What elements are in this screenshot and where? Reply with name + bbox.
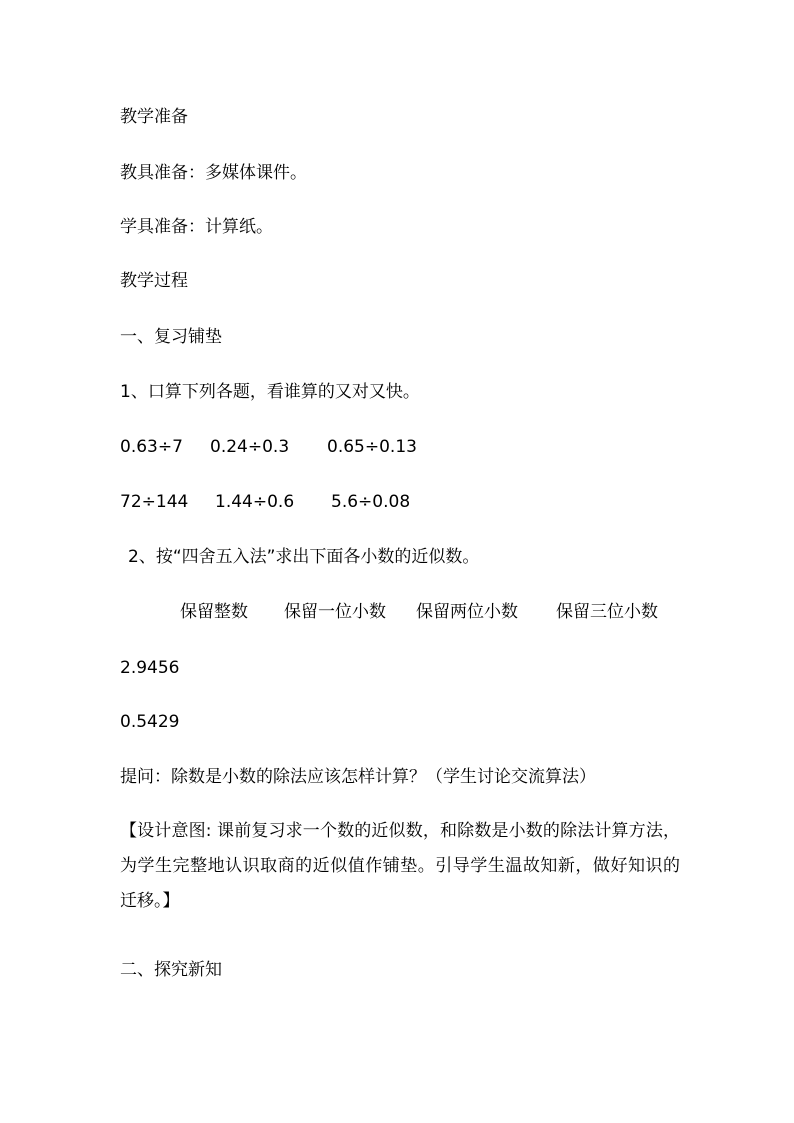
exercise-item-one: 1、口算下列各题，看谁算的又对又快。 [120, 382, 420, 402]
heading-teaching-prep: 教学准备 [120, 107, 188, 127]
round-number: 2.9456 [120, 658, 180, 678]
round-header: 保留整数 [180, 602, 248, 622]
round-number: 0.5429 [120, 712, 180, 732]
calc-expression: 1.44÷0.6 [215, 492, 295, 512]
calc-expression: 0.63÷7 [120, 437, 183, 457]
round-header: 保留三位小数 [556, 602, 658, 622]
round-header: 保留一位小数 [284, 602, 386, 622]
heading-part-two: 二、探究新知 [120, 960, 222, 980]
calc-expression: 5.6÷0.08 [331, 492, 411, 512]
question-line: 提问：除数是小数的除法应该怎样计算？（学生讨论交流算法） [120, 767, 596, 787]
heading-teaching-process: 教学过程 [120, 271, 188, 291]
teaching-aids-line: 教具准备：多媒体课件。 [120, 163, 307, 183]
design-intent-paragraph: 【设计意图: 课前复习求一个数的近似数，和除数是小数的除法计算方法，为学生完整地认识取商的近似值作铺垫。引导学生温故知新，做好知识的迁移。】 [120, 821, 680, 911]
exercise-item-two: 2、按“四舍五入法”求出下面各小数的近似数。 [128, 547, 480, 567]
heading-part-one: 一、复习铺垫 [120, 327, 222, 347]
round-header: 保留两位小数 [416, 602, 518, 622]
calc-expression: 0.24÷0.3 [210, 437, 290, 457]
student-aids-line: 学具准备：计算纸。 [120, 217, 273, 237]
calc-expression: 72÷144 [120, 492, 189, 512]
calc-expression: 0.65÷0.13 [327, 437, 417, 457]
